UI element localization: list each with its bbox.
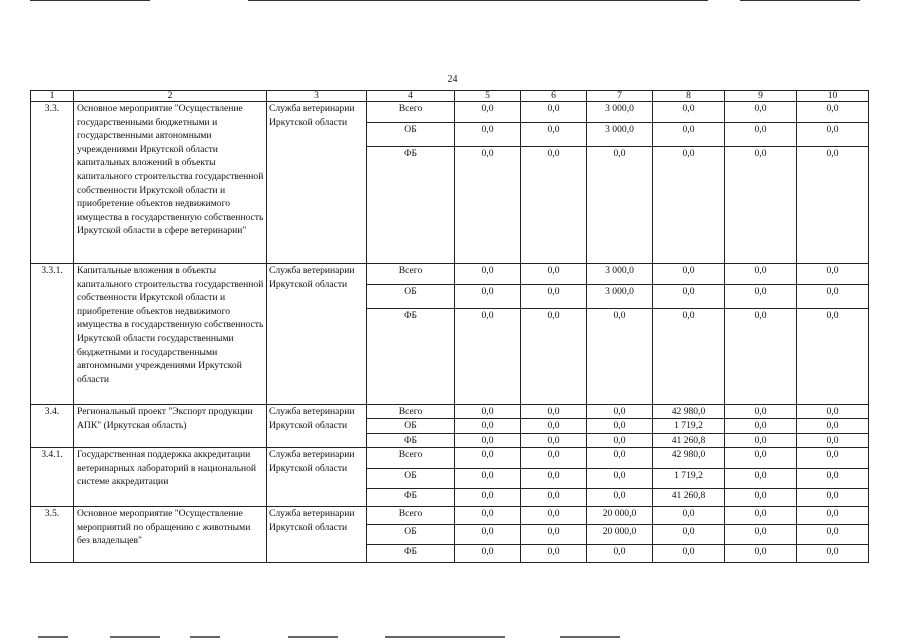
amount-cell: 0,0 [521, 545, 587, 563]
amount-cell: 0,0 [587, 419, 653, 433]
amount-cell: 0,0 [521, 469, 587, 489]
amount-cell: 1 719,2 [653, 419, 725, 433]
amount-cell: 42 980,0 [653, 448, 725, 469]
amount-cell: 0,0 [521, 419, 587, 433]
amount-cell: 0,0 [587, 469, 653, 489]
amount-cell: 0,0 [455, 147, 521, 264]
funding-source: ОБ [367, 285, 455, 309]
amount-cell: 0,0 [455, 448, 521, 469]
amount-cell: 3 000,0 [587, 264, 653, 285]
amount-cell: 0,0 [521, 309, 587, 405]
table-row [31, 448, 869, 469]
amount-cell: 0,0 [797, 419, 869, 433]
amount-cell: 0,0 [455, 525, 521, 545]
amount-cell: 0,0 [521, 433, 587, 447]
amount-cell: 0,0 [455, 264, 521, 285]
amount-cell: 0,0 [653, 264, 725, 285]
amount-cell: 0,0 [521, 264, 587, 285]
funding-source: Всего [367, 264, 455, 285]
amount-cell: 0,0 [653, 525, 725, 545]
amount-cell: 0,0 [521, 448, 587, 469]
amount-cell: 0,0 [587, 433, 653, 447]
amount-cell: 42 980,0 [653, 405, 725, 419]
column-number: 2 [74, 91, 267, 102]
amount-cell: 0,0 [455, 123, 521, 147]
funding-source: Всего [367, 102, 455, 123]
amount-cell: 0,0 [521, 123, 587, 147]
amount-cell: 0,0 [725, 405, 797, 419]
bottom-scan-line [385, 636, 505, 638]
top-scan-line [248, 0, 708, 1]
amount-cell: 0,0 [797, 525, 869, 545]
budget-table [30, 90, 869, 563]
funding-source: ФБ [367, 545, 455, 563]
amount-cell: 41 260,8 [653, 433, 725, 447]
funding-source: ФБ [367, 433, 455, 447]
funding-source: Всего [367, 448, 455, 469]
column-number: 6 [521, 91, 587, 102]
amount-cell: 3 000,0 [587, 102, 653, 123]
row-description: Региональный проект "Экспорт продукции АПК" (Иркутская область) [74, 405, 267, 448]
row-organization: Служба ветеринарии Иркутской области [267, 405, 367, 448]
amount-cell: 0,0 [797, 469, 869, 489]
amount-cell: 0,0 [653, 147, 725, 264]
amount-cell: 0,0 [521, 525, 587, 545]
row-organization: Служба ветеринарии Иркутской области [267, 448, 367, 507]
amount-cell: 1 719,2 [653, 469, 725, 489]
amount-cell: 0,0 [653, 123, 725, 147]
amount-cell: 0,0 [455, 405, 521, 419]
amount-cell: 0,0 [653, 309, 725, 405]
amount-cell: 0,0 [797, 264, 869, 285]
amount-cell: 0,0 [521, 147, 587, 264]
funding-source: Всего [367, 405, 455, 419]
funding-source: ОБ [367, 419, 455, 433]
row-organization: Служба ветеринарии Иркутской области [267, 102, 367, 264]
column-number: 7 [587, 91, 653, 102]
table-row [31, 507, 869, 525]
amount-cell: 0,0 [797, 489, 869, 507]
amount-cell: 0,0 [587, 489, 653, 507]
row-description: Основное мероприятие "Осуществление государственными бюджетными и государственными автономными учреждениями Иркутской области капитальных вложений в объекты капитального строительства государственной собственности Иркутской области и приобретение объектов недвижимого имущества в государственную собственность Иркутской области в сфере ветеринарии" [74, 102, 267, 264]
amount-cell: 0,0 [797, 309, 869, 405]
row-code: 3.3.1. [31, 264, 74, 405]
funding-source: ФБ [367, 309, 455, 405]
amount-cell: 0,0 [797, 123, 869, 147]
amount-cell: 0,0 [797, 147, 869, 264]
funding-source: ОБ [367, 525, 455, 545]
amount-cell: 0,0 [455, 489, 521, 507]
amount-cell: 0,0 [797, 545, 869, 563]
row-code: 3.4.1. [31, 448, 74, 507]
amount-cell: 0,0 [797, 285, 869, 309]
amount-cell: 0,0 [653, 285, 725, 309]
row-code: 3.3. [31, 102, 74, 264]
table-row [31, 405, 869, 419]
table-row [31, 264, 869, 285]
amount-cell: 0,0 [725, 433, 797, 447]
bottom-scan-line [38, 636, 68, 638]
amount-cell: 0,0 [521, 507, 587, 525]
amount-cell: 0,0 [455, 545, 521, 563]
amount-cell: 0,0 [587, 545, 653, 563]
amount-cell: 0,0 [725, 525, 797, 545]
funding-source: ОБ [367, 469, 455, 489]
amount-cell: 0,0 [455, 469, 521, 489]
top-scan-line [740, 0, 860, 1]
amount-cell: 0,0 [587, 448, 653, 469]
amount-cell: 0,0 [725, 102, 797, 123]
column-number: 9 [725, 91, 797, 102]
amount-cell: 0,0 [653, 545, 725, 563]
amount-cell: 0,0 [725, 264, 797, 285]
amount-cell: 0,0 [725, 123, 797, 147]
amount-cell: 20 000,0 [587, 507, 653, 525]
amount-cell: 0,0 [455, 433, 521, 447]
funding-source: Всего [367, 507, 455, 525]
row-code: 3.5. [31, 507, 74, 563]
amount-cell: 0,0 [455, 419, 521, 433]
amount-cell: 0,0 [797, 405, 869, 419]
amount-cell: 3 000,0 [587, 123, 653, 147]
row-description: Государственная поддержка аккредитации ветеринарных лабораторий в национальной системе аккредитации [74, 448, 267, 507]
table-row [31, 102, 869, 123]
amount-cell: 0,0 [797, 507, 869, 525]
row-organization: Служба ветеринарии Иркутской области [267, 264, 367, 405]
amount-cell: 0,0 [521, 285, 587, 309]
amount-cell: 41 260,8 [653, 489, 725, 507]
bottom-scan-line [288, 636, 338, 638]
column-number: 3 [267, 91, 367, 102]
amount-cell: 0,0 [797, 448, 869, 469]
funding-source: ОБ [367, 123, 455, 147]
amount-cell: 0,0 [455, 309, 521, 405]
amount-cell: 0,0 [725, 419, 797, 433]
amount-cell: 3 000,0 [587, 285, 653, 309]
amount-cell: 0,0 [521, 102, 587, 123]
row-description: Основное мероприятие "Осуществление мероприятий по обращению с животными без владельцев" [74, 507, 267, 563]
amount-cell: 0,0 [587, 405, 653, 419]
row-organization: Служба ветеринарии Иркутской области [267, 507, 367, 563]
column-number: 1 [31, 91, 74, 102]
amount-cell: 0,0 [725, 448, 797, 469]
amount-cell: 0,0 [653, 102, 725, 123]
amount-cell: 0,0 [725, 489, 797, 507]
amount-cell: 0,0 [455, 507, 521, 525]
amount-cell: 0,0 [725, 469, 797, 489]
column-number: 5 [455, 91, 521, 102]
amount-cell: 0,0 [725, 147, 797, 264]
amount-cell: 20 000,0 [587, 525, 653, 545]
amount-cell: 0,0 [725, 285, 797, 309]
bottom-scan-line [560, 636, 620, 638]
page-number: 24 [447, 74, 458, 85]
bottom-scan-line [110, 636, 160, 638]
row-code: 3.4. [31, 405, 74, 448]
amount-cell: 0,0 [455, 285, 521, 309]
amount-cell: 0,0 [521, 489, 587, 507]
top-scan-line [30, 0, 150, 1]
amount-cell: 0,0 [587, 309, 653, 405]
amount-cell: 0,0 [725, 309, 797, 405]
column-number: 8 [653, 91, 725, 102]
amount-cell: 0,0 [587, 147, 653, 264]
amount-cell: 0,0 [521, 405, 587, 419]
amount-cell: 0,0 [455, 102, 521, 123]
funding-source: ФБ [367, 489, 455, 507]
column-number: 4 [367, 91, 455, 102]
bottom-scan-line [190, 636, 220, 638]
amount-cell: 0,0 [797, 102, 869, 123]
funding-source: ФБ [367, 147, 455, 264]
column-number: 10 [797, 91, 869, 102]
column-number-row [31, 91, 869, 102]
amount-cell: 0,0 [797, 433, 869, 447]
amount-cell: 0,0 [725, 507, 797, 525]
amount-cell: 0,0 [653, 507, 725, 525]
row-description: Капитальные вложения в объекты капитального строительства государственной собственности Иркутской области и приобретение объектов недвижимого имущества в государственную собственность Иркутской области государственными бюджетными и государственными автономными учреждениями Иркутской области [74, 264, 267, 405]
amount-cell: 0,0 [725, 545, 797, 563]
